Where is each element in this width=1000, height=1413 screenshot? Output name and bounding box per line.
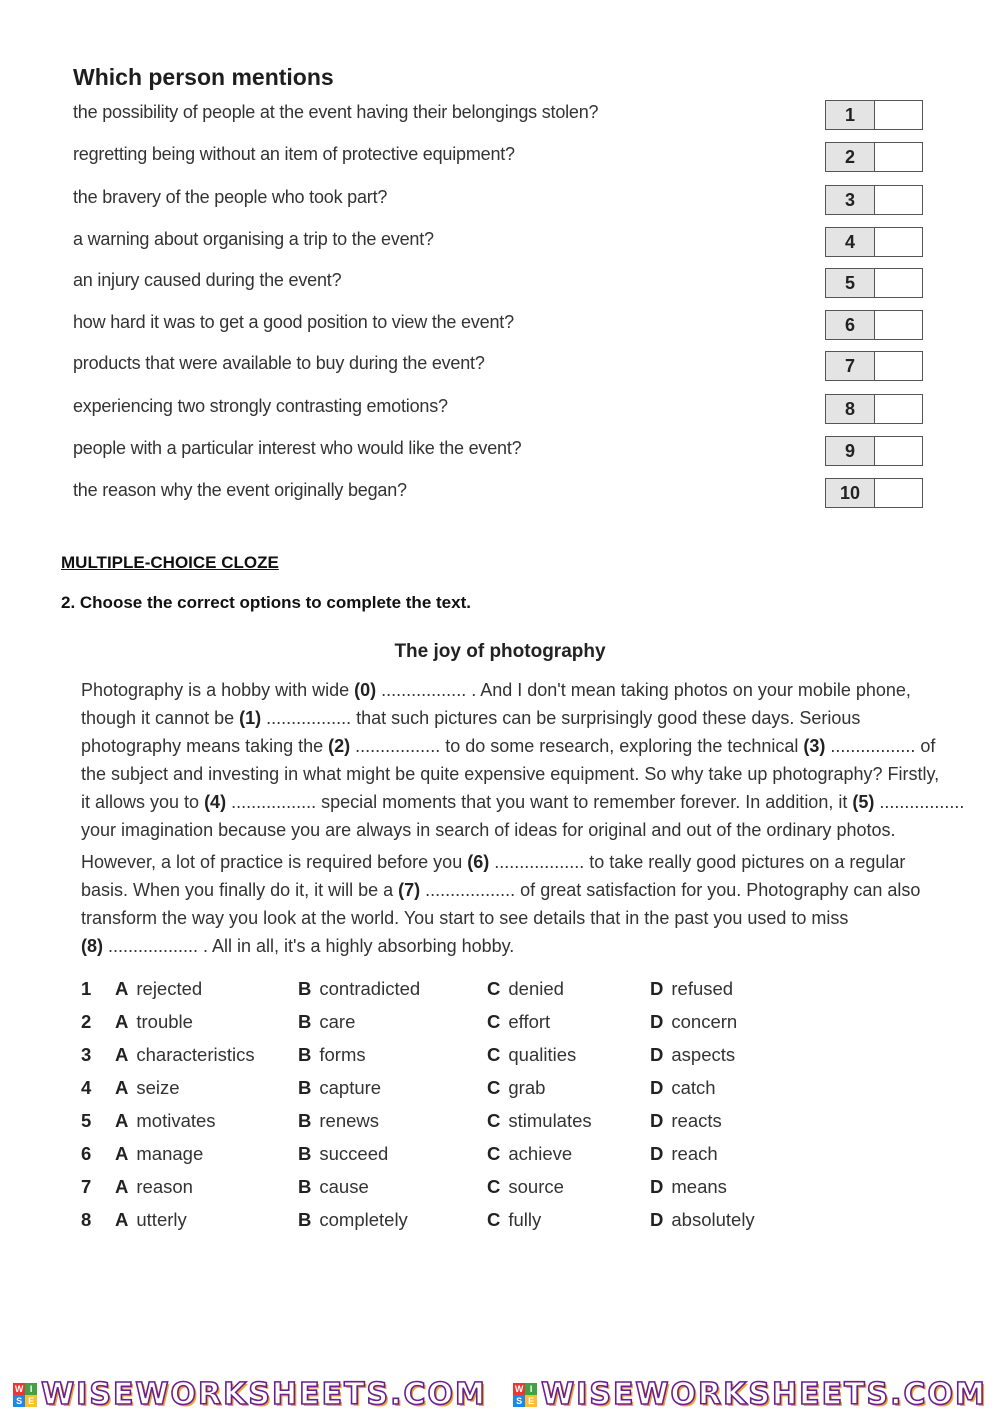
passage-line [81, 816, 926, 844]
option-choice[interactable] [487, 1143, 572, 1165]
answer-number: 3 [826, 186, 875, 214]
option-choice[interactable] [650, 1044, 735, 1066]
passage-line [81, 904, 926, 932]
option-word: denied [508, 978, 564, 999]
question-row [73, 100, 925, 132]
option-number: 7 [81, 1176, 92, 1197]
answer-input[interactable] [875, 479, 922, 507]
answer-number: 9 [826, 437, 875, 465]
passage-text: ................. of [825, 736, 936, 756]
option-choice[interactable] [298, 1209, 408, 1231]
option-word: catch [671, 1077, 716, 1098]
option-word: renews [319, 1110, 380, 1131]
watermark-group [13, 1377, 487, 1412]
watermark-text: WISEWORKSHEETS.COM [541, 1377, 987, 1412]
option-letter: C [487, 1077, 501, 1098]
passage-text: .................. of great satisfaction for you. Photography can also [420, 880, 921, 900]
option-word: cause [319, 1176, 369, 1197]
answer-box [825, 268, 923, 298]
option-row [81, 1110, 801, 1140]
option-choice[interactable] [298, 978, 420, 1000]
option-choice[interactable] [298, 1044, 366, 1066]
option-number: 3 [81, 1044, 92, 1065]
question-text: people with a particular interest who would like the event? [73, 438, 522, 458]
option-row [81, 1077, 801, 1107]
option-choice[interactable] [650, 1011, 737, 1033]
option-choice[interactable] [487, 1110, 592, 1132]
option-word: effort [508, 1011, 551, 1032]
answer-input[interactable] [875, 269, 922, 297]
option-row [81, 978, 801, 1008]
option-choice[interactable] [650, 1209, 755, 1231]
answer-box [825, 142, 923, 172]
section-title: MULTIPLE-CHOICE CLOZE [61, 553, 279, 572]
answer-box [825, 436, 923, 466]
passage-text: However, a lot of practice is required before you [81, 852, 468, 872]
option-word: utterly [136, 1209, 187, 1230]
answer-input[interactable] [875, 143, 922, 171]
answer-box [825, 100, 923, 130]
passage-text: ................. that such pictures can be surprisingly good these days. Serious [261, 708, 861, 728]
option-letter: A [115, 1176, 129, 1197]
passage-text: though it cannot be [81, 708, 240, 728]
question-row [73, 185, 925, 217]
option-letter: A [115, 978, 129, 999]
option-choice[interactable] [115, 1077, 180, 1099]
gap-number: (0) [354, 680, 377, 700]
option-choice[interactable] [298, 1176, 369, 1198]
option-row [81, 1044, 801, 1074]
option-word: stimulates [508, 1110, 592, 1131]
option-letter: C [487, 978, 501, 999]
logo-icon: W I S E [513, 1383, 537, 1407]
question-row [73, 394, 925, 426]
watermark-group [513, 1377, 987, 1412]
passage-text: Photography is a hobby with wide [81, 680, 355, 700]
option-letter: C [487, 1044, 501, 1065]
option-choice[interactable] [298, 1077, 381, 1099]
option-word: care [319, 1011, 356, 1032]
option-choice[interactable] [115, 1209, 187, 1231]
answer-number: 7 [826, 352, 875, 380]
option-letter: A [115, 1110, 129, 1131]
question-text: regretting being without an item of protective equipment? [73, 144, 515, 164]
passage-text: ................. special moments that you want to remember forever. In addition, it [226, 792, 853, 812]
gap-number: (2) [328, 736, 351, 756]
passage-text: basis. When you finally do it, it will be a [81, 880, 399, 900]
answer-box [825, 394, 923, 424]
option-choice[interactable] [115, 978, 202, 1000]
option-word: capture [319, 1077, 382, 1098]
option-word: refused [671, 978, 734, 999]
question-row [73, 478, 925, 510]
option-number: 5 [81, 1110, 92, 1131]
option-letter: A [115, 1011, 129, 1032]
answer-number: 8 [826, 395, 875, 423]
passage-text: transform the way you look at the world. You start to see details that in the past you used to miss [81, 908, 849, 928]
option-word: fully [508, 1209, 542, 1230]
option-choice[interactable] [298, 1011, 355, 1033]
option-number: 6 [81, 1143, 92, 1164]
option-word: grab [508, 1077, 546, 1098]
gap-number: (8) [81, 936, 103, 956]
answer-number: 2 [826, 143, 875, 171]
option-letter: B [298, 1143, 312, 1164]
option-letter: B [298, 1044, 312, 1065]
passage-line [81, 932, 926, 960]
gap-number: (7) [398, 880, 421, 900]
option-number: 2 [81, 1011, 92, 1032]
gap-number: (4) [204, 792, 227, 812]
question-text: products that were available to buy during the event? [73, 353, 485, 373]
option-word: succeed [319, 1143, 389, 1164]
answer-input[interactable] [875, 228, 922, 256]
option-choice[interactable] [487, 1077, 545, 1099]
watermark-text: WISEWORKSHEETS.COM [41, 1377, 487, 1412]
question-text: the possibility of people at the event having their belongings stolen? [73, 102, 599, 122]
answer-number: 10 [826, 479, 875, 507]
option-choice[interactable] [115, 1176, 193, 1198]
gap-number: (6) [467, 852, 490, 872]
passage-text: .................. . All in all, it's a highly absorbing hobby. [103, 936, 515, 956]
option-letter: B [298, 1011, 312, 1032]
answer-box [825, 478, 923, 508]
option-choice[interactable] [650, 1110, 722, 1132]
option-letter: C [487, 1011, 501, 1032]
question-row [73, 227, 925, 259]
answer-input[interactable] [875, 101, 922, 129]
passage-text: your imagination because you are always in search of ideas for original and out of the ordinary photos. [81, 820, 896, 840]
option-choice[interactable] [115, 1143, 203, 1165]
question-row [73, 436, 925, 468]
passage-text: the subject and investing in what might be quite expensive equipment. So why take up photography? Firstly, [81, 764, 940, 784]
answer-number: 4 [826, 228, 875, 256]
passage-line [81, 704, 926, 732]
passage-line [81, 788, 965, 816]
option-word: source [508, 1176, 564, 1197]
option-number: 1 [81, 978, 92, 999]
question-text: the reason why the event originally began? [73, 480, 407, 500]
question-text: an injury caused during the event? [73, 270, 342, 290]
question-text: the bravery of the people who took part? [73, 187, 388, 207]
option-letter: C [487, 1176, 501, 1197]
logo-icon: W I S E [13, 1383, 37, 1407]
option-letter: C [487, 1209, 501, 1230]
option-word: reacts [671, 1110, 722, 1131]
option-letter: C [487, 1110, 501, 1131]
option-word: absolutely [671, 1209, 755, 1230]
option-row [81, 1143, 801, 1173]
passage-line [81, 848, 926, 876]
option-word: manage [136, 1143, 204, 1164]
option-row [81, 1011, 801, 1041]
option-word: forms [319, 1044, 366, 1065]
option-choice[interactable] [487, 1176, 564, 1198]
answer-box [825, 227, 923, 257]
answer-input[interactable] [875, 311, 922, 339]
option-number: 8 [81, 1209, 92, 1230]
answer-box [825, 310, 923, 340]
option-word: seize [136, 1077, 180, 1098]
option-word: characteristics [136, 1044, 255, 1065]
option-letter: D [650, 1044, 664, 1065]
option-letter: A [115, 1077, 129, 1098]
answer-number: 6 [826, 311, 875, 339]
option-choice[interactable] [487, 1209, 541, 1231]
option-word: qualities [508, 1044, 577, 1065]
option-word: contradicted [319, 978, 421, 999]
option-word: completely [319, 1209, 408, 1230]
option-letter: A [115, 1143, 129, 1164]
question-text: experiencing two strongly contrasting emotions? [73, 396, 448, 416]
option-letter: D [650, 1176, 664, 1197]
option-word: means [671, 1176, 727, 1197]
passage-text: ................. . And I don't mean taking photos on your mobile phone, [376, 680, 911, 700]
option-word: trouble [136, 1011, 193, 1032]
option-number: 4 [81, 1077, 92, 1098]
question-row [73, 351, 925, 383]
passage-text: .................. to take really good pictures on a regular [489, 852, 906, 872]
option-letter: D [650, 1011, 664, 1032]
option-letter: A [115, 1209, 129, 1230]
option-word: achieve [508, 1143, 573, 1164]
passage-text: ................. [874, 792, 965, 812]
option-letter: D [650, 1077, 664, 1098]
passage-text: ................. to do some research, exploring the technical [350, 736, 804, 756]
passage-text: it allows you to [81, 792, 205, 812]
passage-text: photography means taking the [81, 736, 329, 756]
answer-number: 1 [826, 101, 875, 129]
passage-title: The joy of photography [394, 641, 606, 662]
option-letter: D [650, 1143, 664, 1164]
answer-input[interactable] [875, 186, 922, 214]
answer-input[interactable] [875, 352, 922, 380]
option-letter: A [115, 1044, 129, 1065]
answer-box [825, 185, 923, 215]
section-heading: Which person mentions [73, 64, 334, 90]
question-row [73, 142, 925, 174]
option-letter: B [298, 978, 312, 999]
option-choice[interactable] [487, 978, 564, 1000]
option-word: motivates [136, 1110, 216, 1131]
option-choice[interactable] [298, 1143, 388, 1165]
option-letter: C [487, 1143, 501, 1164]
option-letter: B [298, 1077, 312, 1098]
option-word: reach [671, 1143, 718, 1164]
option-letter: B [298, 1110, 312, 1131]
passage-line [81, 760, 940, 788]
option-choice[interactable] [650, 1176, 727, 1198]
passage-paragraph [81, 848, 926, 960]
option-choice[interactable] [650, 978, 733, 1000]
gap-number: (1) [239, 708, 262, 728]
question-text: a warning about organising a trip to the event? [73, 229, 434, 249]
option-word: rejected [136, 978, 203, 999]
question-row [73, 268, 925, 300]
option-letter: D [650, 1110, 664, 1131]
answer-number: 5 [826, 269, 875, 297]
option-choice[interactable] [650, 1143, 718, 1165]
option-row [81, 1209, 801, 1239]
option-word: aspects [671, 1044, 736, 1065]
option-choice[interactable] [115, 1044, 255, 1066]
footer-watermark [0, 1376, 1000, 1413]
answer-input[interactable] [875, 395, 922, 423]
gap-number: (5) [852, 792, 875, 812]
option-choice[interactable] [115, 1011, 193, 1033]
option-choice[interactable] [298, 1110, 379, 1132]
option-letter: D [650, 978, 664, 999]
passage-paragraph [81, 676, 965, 844]
option-choice[interactable] [650, 1077, 716, 1099]
passage-line [81, 676, 926, 704]
question-row [73, 310, 925, 342]
option-choice[interactable] [115, 1110, 216, 1132]
instruction: 2. Choose the correct options to complete the text. [61, 593, 471, 612]
option-letter: B [298, 1176, 312, 1197]
option-choice[interactable] [487, 1011, 550, 1033]
passage-line [81, 732, 936, 760]
option-letter: B [298, 1209, 312, 1230]
passage-line [81, 876, 926, 904]
option-row [81, 1176, 801, 1206]
answer-input[interactable] [875, 437, 922, 465]
option-word: concern [671, 1011, 738, 1032]
question-text: how hard it was to get a good position to view the event? [73, 312, 514, 332]
gap-number: (3) [803, 736, 826, 756]
answer-box [825, 351, 923, 381]
option-choice[interactable] [487, 1044, 576, 1066]
option-letter: D [650, 1209, 664, 1230]
option-word: reason [136, 1176, 193, 1197]
